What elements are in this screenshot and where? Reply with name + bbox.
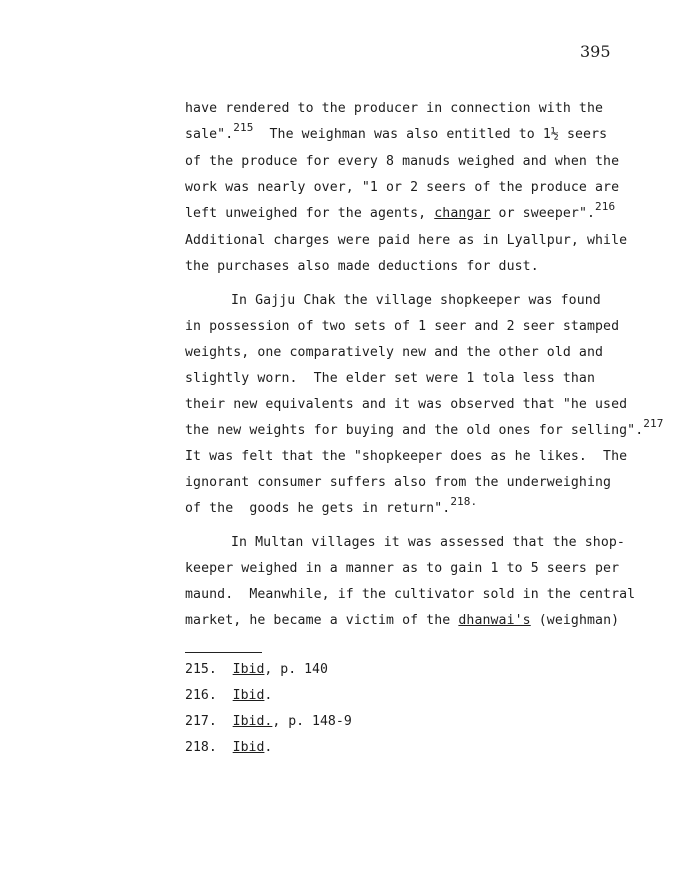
footnote: 216. Ibid. <box>185 688 273 703</box>
italic-term: changar <box>434 206 491 221</box>
text-line: In Multan villages it was assessed that the shop- <box>231 535 625 550</box>
text-line: weights, one comparatively new and the other old and <box>185 345 604 360</box>
italic-term: dhanwai's <box>458 613 531 628</box>
footnote: 217. Ibid., p. 148-9 <box>185 714 352 729</box>
text-line: left unweighed for the agents, changar or sweeper".$^{216}$ <box>185 200 616 221</box>
text-line: of the produce for every 8 manuds weighed and when the <box>185 154 620 169</box>
text-line: sale".$^{215}$ The weighman was also entitled to 1½ seers <box>185 121 608 142</box>
footnote-ref: 216 <box>595 200 616 213</box>
text-line: their new equivalents and it was observed that "he used <box>185 397 628 412</box>
text-line: have rendered to the producer in connection with the <box>185 101 604 116</box>
text-line: market, he became a victim of the dhanwai's (weighman) <box>185 613 620 628</box>
footnote: 218. Ibid. <box>185 740 273 755</box>
text-line: in possession of two sets of 1 seer and 2 seer stamped <box>185 319 620 334</box>
text-line: maund. Meanwhile, if the cultivator sold in the central <box>185 587 636 602</box>
footnote-divider <box>185 652 262 653</box>
text-line: ignorant consumer suffers also from the underweighing <box>185 475 612 490</box>
footnote: 215. Ibid, p. 140 <box>185 662 328 677</box>
footnote-ref: 215 <box>233 121 254 134</box>
text-line: In Gajju Chak the village shopkeeper was found <box>231 293 601 308</box>
text-line: Additional charges were paid here as in Lyallpur, while <box>185 233 628 248</box>
footnote-ref: 218. <box>450 495 478 508</box>
footnote-ref: 217 <box>643 417 664 430</box>
text-line: It was felt that the "shopkeeper does as he likes. The <box>185 449 628 464</box>
text-line: of the goods he gets in return".$^{218.}$ <box>185 495 478 516</box>
text-line: work was nearly over, "1 or 2 seers of the produce are <box>185 180 620 195</box>
text-line: keeper weighed in a manner as to gain 1 to 5 seers per <box>185 561 620 576</box>
text-line: the new weights for buying and the old ones for selling".$^{217}$ <box>185 417 664 438</box>
text-line: slightly worn. The elder set were 1 tola less than <box>185 371 596 386</box>
text-line: the purchases also made deductions for dust. <box>185 259 539 274</box>
page-number: 395 <box>580 42 611 61</box>
